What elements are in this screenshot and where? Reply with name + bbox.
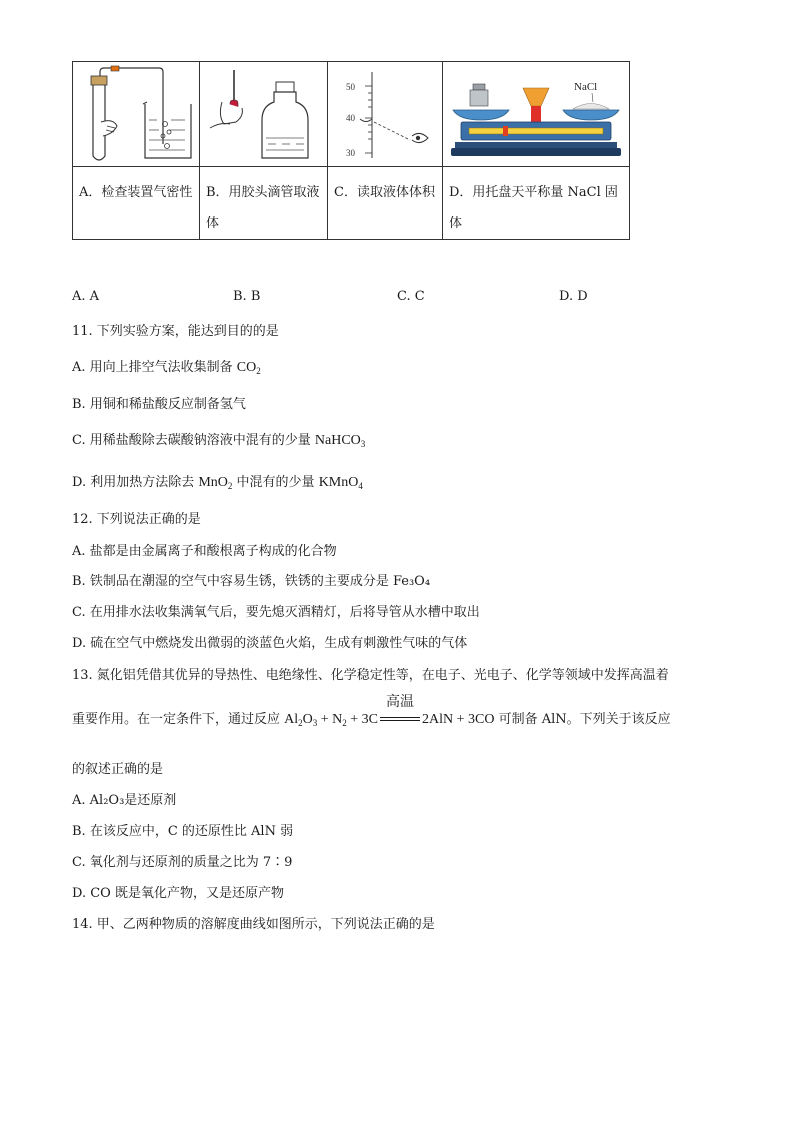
q13-option-d[interactable]: D. CO 既是氧化产物，又是还原产物 (72, 886, 284, 901)
q12-option-c[interactable]: C. 在用排水法收集满氧气后，要先熄灭酒精灯，后将导管从水槽中取出 (72, 605, 480, 620)
q11-nahco3-formula: NaHCO$_3$ (314, 433, 366, 449)
q12-option-d[interactable]: D. 硫在空气中燃烧发出微弱的淡蓝色火焰，生成有刺激性气味的气体 (72, 636, 468, 651)
q13-stem-line3: 的叙述正确的是 (72, 762, 164, 777)
q13-option-b[interactable]: B. 在该反应中，C 的还原性比 AlN 弱 (72, 824, 294, 839)
q13-reactants: $Al_2O_3 + N_2 + 3C$ (284, 712, 379, 728)
q11-option-c-text: C. 用稀盐酸除去碳酸钠溶液中混有的少量 (72, 433, 315, 448)
airtightness-check-figure (73, 62, 199, 162)
q10-option-d[interactable]: D. D (559, 289, 588, 304)
q11-option-c[interactable] (72, 429, 365, 449)
q11-option-a[interactable] (72, 356, 261, 376)
q10-fig-c-cell (328, 62, 443, 167)
q10-fig-a-cell (73, 62, 200, 167)
q13-reaction-condition: 高温 (386, 693, 415, 710)
q11-option-d-mid: 中混有的少量 (232, 475, 319, 490)
q13-products: 2AlN + 3CO (422, 712, 495, 727)
q13-stem-line2 (72, 693, 671, 728)
q10-caption-c: C．读取液体体积 (328, 167, 443, 240)
q12-option-b[interactable]: B. 铁制品在潮湿的空气中容易生锈，铁锈的主要成分是 Fe₃O₄ (72, 574, 431, 589)
q11-mno2-formula: MnO$_2$ (198, 475, 233, 491)
q10-options (72, 289, 672, 307)
q10-caption-a: A．检查装置气密性 (73, 167, 200, 240)
q10-fig-d-cell (443, 62, 630, 167)
q11-option-a-text: A. 用向上排空气法收集制备 (72, 360, 237, 375)
q11-option-b[interactable]: B. 用铜和稀盐酸反应制备氢气 (72, 397, 246, 412)
dropper-figure (200, 62, 327, 162)
q11-option-d[interactable] (72, 471, 363, 491)
q10-caption-b: B．用胶头滴管取液体 (200, 167, 328, 240)
q12-option-a[interactable]: A. 盐都是由金属离子和酸根离子构成的化合物 (72, 544, 337, 559)
q10-option-a[interactable]: A. A (72, 289, 100, 304)
q10-caption-d: D．用托盘天平称量 NaCl 固体 (443, 167, 630, 240)
cylinder-tick-50: 50 (346, 82, 355, 92)
q14-stem: 14. 甲、乙两种物质的溶解度曲线如图所示，下列说法正确的是 (72, 917, 435, 932)
q11-kmno4-formula: KMnO$_4$ (318, 475, 363, 491)
q13-stem-line2-pre: 重要作用。在一定条件下，通过反应 (72, 712, 285, 727)
q13-stem-line1: 13. 氮化铝凭借其优异的导热性、电绝缘性、化学稳定性等，在电子、光电子、化学等领域中发挥高温着 (72, 668, 669, 683)
q10-option-c[interactable]: C. C (397, 289, 425, 304)
q11-option-d-text: D. 利用加热方法除去 (72, 475, 199, 490)
q10-figure-table (72, 61, 630, 240)
q12-stem: 12. 下列说法正确的是 (72, 512, 201, 527)
cylinder-reading-figure (328, 62, 442, 162)
q13-option-a[interactable]: A. Al₂O₃是还原剂 (72, 793, 177, 808)
q11-co2-formula: $CO_2$ (236, 360, 261, 376)
q13-stem-line2-post: 可制备 AlN。下列关于该反应 (494, 712, 671, 727)
q13-reaction-arrow (378, 693, 422, 727)
q13-option-c[interactable]: C. 氧化剂与还原剂的质量之比为 7∶9 (72, 855, 293, 870)
cylinder-tick-30: 30 (346, 148, 355, 158)
q10-option-b[interactable]: B. B (233, 289, 261, 304)
q10-fig-b-cell (200, 62, 328, 167)
balance-figure (443, 62, 629, 162)
q11-stem: 11. 下列实验方案，能达到目的的是 (72, 324, 279, 339)
cylinder-tick-40: 40 (346, 113, 355, 123)
nacl-label: NaCl (574, 81, 598, 93)
